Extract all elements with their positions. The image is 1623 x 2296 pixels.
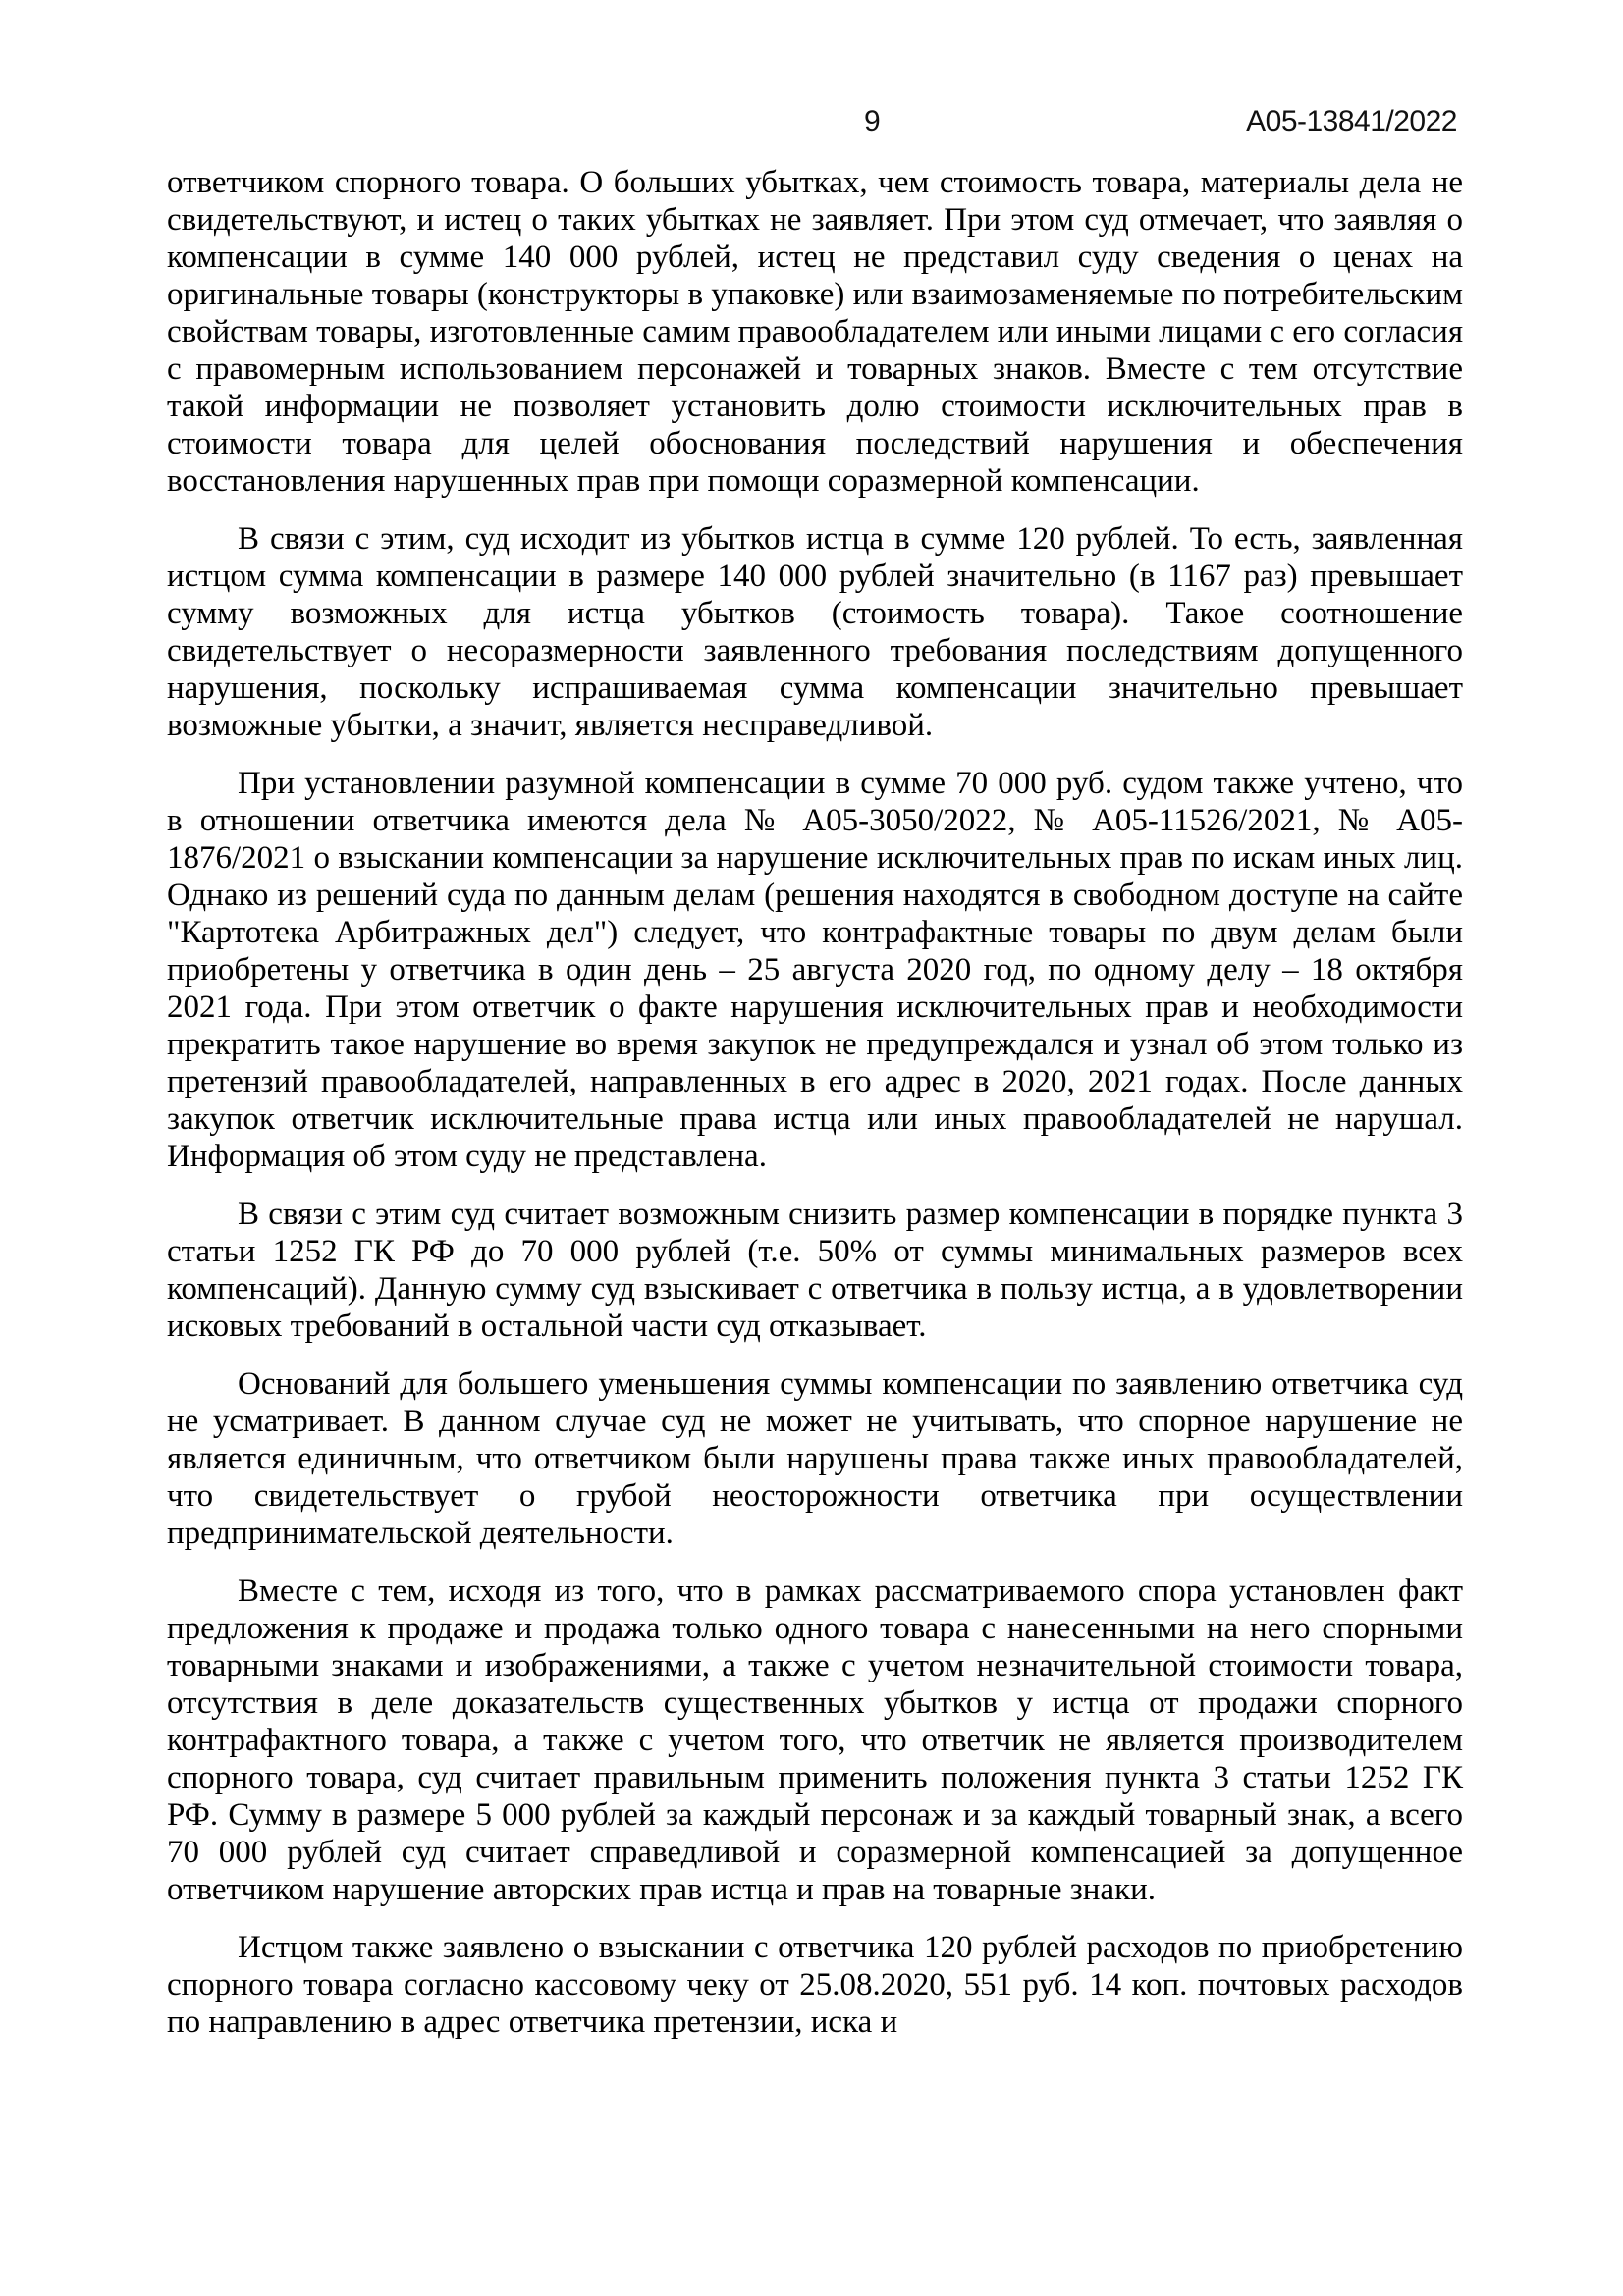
body-paragraph: Истцом также заявлено о взыскании с ответчика 120 рублей расходов по приобретению спорного товара согласно кассовому чеку от 25.08.2020, 551 руб. 14 коп. почтовых расходов по направлению в адрес ответчика претензии, иска и — [167, 1930, 1463, 2040]
document-body — [167, 164, 1463, 2061]
page-number: 9 — [864, 105, 881, 137]
body-paragraph: При установлении разумной компенсации в сумме 70 000 руб. судом также учтено, что в отношении ответчика имеются дела № А05-3050/2022, № А05-11526/2021, № А05-1876/2021 о взыскании компенсации за нарушение исключительных прав по искам иных лиц. Однако из решений суда по данным делам (решения находятся в свободном доступе на сайте "Картотека Арбитражных дел") следует, что контрафактные товары по двум делам были приобретены у ответчика в один день – 25 августа 2020 год, по одному делу – 18 октября 2021 года. При этом ответчик о факте нарушения исключительных прав и необходимости прекратить такое нарушение во время закупок не предупреждался и узнал об этом только из претензий правообладателей, направленных в его адрес в 2020, 2021 годах. После данных закупок ответчик исключительные права истца или иных правообладателей не нарушал. Информация об этом суду не представлена. — [167, 766, 1463, 1174]
page-header — [167, 105, 1463, 144]
body-paragraph: ответчиком спорного товара. О больших убытках, чем стоимость товара, материалы дела не свидетельствуют, и истец о таких убытках не заявляет. При этом суд отмечает, что заявляя о компенсации в сумме 140 000 рублей, истец не представил суду сведения о ценах на оригинальные товары (конструкторы в упаковке) или взаимозаменяемые по потребительским свойствам товары, изготовленные самим правообладателем или иными лицами с его согласия с правомерным использованием персонажей и товарных знаков. Вместе с тем отсутствие такой информации не позволяет установить долю стоимости исключительных прав в стоимости товара для целей обоснования последствий нарушения и обеспечения восстановления нарушенных прав при помощи соразмерной компенсации. — [167, 165, 1463, 499]
case-number: А05-13841/2022 — [1246, 105, 1457, 137]
body-paragraph: В связи с этим суд считает возможным снизить размер компенсации в порядке пункта 3 статьи 1252 ГК РФ до 70 000 рублей (т.е. 50% от суммы минимальных размеров всех компенсаций). Данную сумму суд взыскивает с ответчика в пользу истца, а в удовлетворении исковых требований в остальной части суд отказывает. — [167, 1197, 1463, 1344]
body-paragraph: Оснований для большего уменьшения суммы компенсации по заявлению ответчика суд не усматривает. В данном случае суд не может не учитывать, что спорное нарушение не является единичным, что ответчиком были нарушены права также иных правообладателей, что свидетельствует о грубой неосторожности ответчика при осуществлении предпринимательской деятельности. — [167, 1366, 1463, 1551]
body-paragraph: Вместе с тем, исходя из того, что в рамках рассматриваемого спора установлен факт предложения к продаже и продажа только одного товара с нанесенными на него спорными товарными знаками и изображениями, а также с учетом незначительной стоимости товара, отсутствия в деле доказательств существенных убытков у истца от продажи спорного контрафактного товара, а также с учетом того, что ответчик не является производителем спорного товара, суд считает правильным применить положения пункта 3 статьи 1252 ГК РФ. Сумму в размере 5 000 рублей за каждый персонаж и за каждый товарный знак, а всего 70 000 рублей суд считает справедливой и соразмерной компенсацией за допущенное ответчиком нарушение авторских прав истца и прав на товарные знаки. — [167, 1574, 1463, 1907]
body-paragraph: В связи с этим, суд исходит из убытков истца в сумме 120 рублей. То есть, заявленная истцом сумма компенсации в размере 140 000 рублей значительно (в 1167 раз) превышает сумму возможных для истца убытков (стоимость товара). Такое соотношение свидетельствует о несоразмерности заявленного требования последствиям допущенного нарушения, поскольку испрашиваемая сумма компенсации значительно превышает возможные убытки, а значит, является несправедливой. — [167, 521, 1463, 743]
